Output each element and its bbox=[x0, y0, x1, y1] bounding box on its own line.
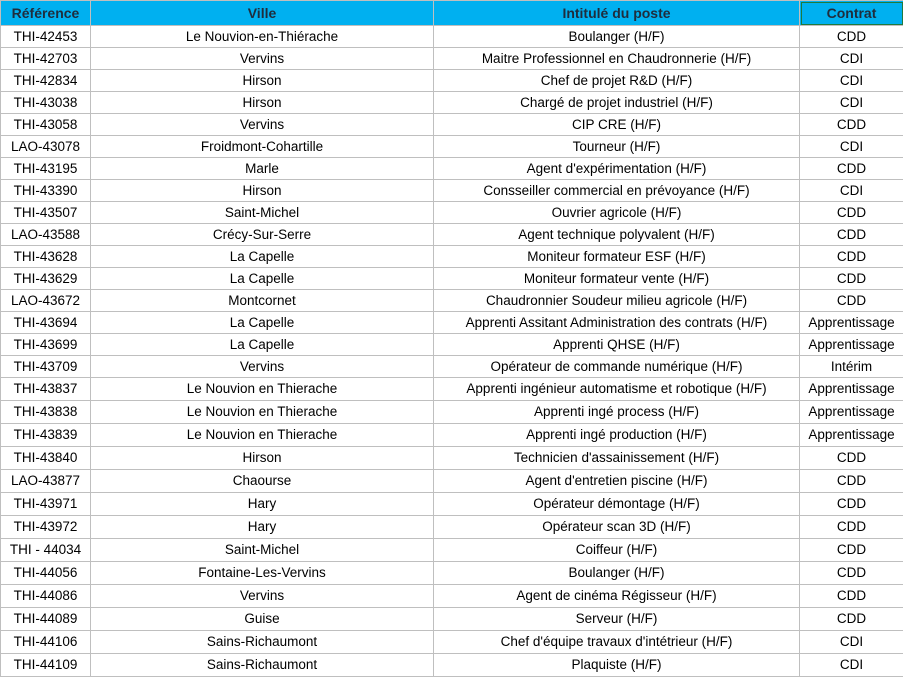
cell-reference[interactable]: THI-43709 bbox=[1, 356, 91, 378]
cell-contrat[interactable]: CDD bbox=[800, 290, 903, 312]
cell-ville[interactable]: Saint-Michel bbox=[91, 539, 434, 562]
cell-intitule[interactable]: Chargé de projet industriel (H/F) bbox=[434, 92, 800, 114]
cell-ville[interactable]: Hirson bbox=[91, 70, 434, 92]
cell-ville[interactable]: La Capelle bbox=[91, 334, 434, 356]
cell-intitule[interactable]: Coiffeur (H/F) bbox=[434, 539, 800, 562]
cell-ville[interactable]: Hary bbox=[91, 516, 434, 539]
table-row bbox=[1, 48, 903, 70]
cell-contrat[interactable]: CDD bbox=[800, 608, 903, 631]
table-row bbox=[1, 401, 903, 424]
header-row bbox=[1, 1, 903, 26]
cell-reference[interactable]: THI-43972 bbox=[1, 516, 91, 539]
cell-reference[interactable]: THI-43038 bbox=[1, 92, 91, 114]
cell-reference[interactable]: THI-44106 bbox=[1, 631, 91, 654]
cell-ville[interactable]: Le Nouvion-en-Thiérache bbox=[91, 26, 434, 48]
cell-intitule[interactable]: Plaquiste (H/F) bbox=[434, 654, 800, 677]
cell-reference[interactable]: THI-43390 bbox=[1, 180, 91, 202]
cell-ville[interactable]: Hirson bbox=[91, 180, 434, 202]
cell-reference[interactable]: THI-43629 bbox=[1, 268, 91, 290]
table-row bbox=[1, 516, 903, 539]
cell-reference[interactable]: THI-43971 bbox=[1, 493, 91, 516]
cell-reference[interactable]: THI-43058 bbox=[1, 114, 91, 136]
cell-reference[interactable]: THI-42703 bbox=[1, 48, 91, 70]
cell-ville[interactable]: La Capelle bbox=[91, 312, 434, 334]
table-body bbox=[1, 26, 903, 677]
cell-intitule[interactable]: Chef de projet R&D (H/F) bbox=[434, 70, 800, 92]
table-row bbox=[1, 158, 903, 180]
table-row bbox=[1, 180, 903, 202]
table-row bbox=[1, 585, 903, 608]
cell-reference[interactable]: LAO-43877 bbox=[1, 470, 91, 493]
cell-intitule[interactable]: Agent d'entretien piscine (H/F) bbox=[434, 470, 800, 493]
cell-ville[interactable]: Vervins bbox=[91, 585, 434, 608]
cell-contrat[interactable]: CDD bbox=[800, 447, 903, 470]
cell-reference[interactable]: THI-44056 bbox=[1, 562, 91, 585]
cell-contrat[interactable]: CDD bbox=[800, 246, 903, 268]
cell-intitule[interactable]: Chef d'équipe travaux d'intétrieur (H/F) bbox=[434, 631, 800, 654]
cell-contrat[interactable]: Apprentissage bbox=[800, 401, 903, 424]
cell-intitule[interactable]: Apprenti ingé process (H/F) bbox=[434, 401, 800, 424]
table-row bbox=[1, 562, 903, 585]
cell-intitule[interactable]: Apprenti QHSE (H/F) bbox=[434, 334, 800, 356]
cell-ville[interactable]: Le Nouvion en Thierache bbox=[91, 424, 434, 447]
cell-intitule[interactable]: Apprenti ingénieur automatisme et robotique (H/F) bbox=[434, 378, 800, 401]
table-row bbox=[1, 447, 903, 470]
cell-intitule[interactable]: Technicien d'assainissement (H/F) bbox=[434, 447, 800, 470]
cell-ville[interactable]: Hirson bbox=[91, 447, 434, 470]
cell-reference[interactable]: THI-43838 bbox=[1, 401, 91, 424]
cell-reference[interactable]: THI-44086 bbox=[1, 585, 91, 608]
header-intitule[interactable]: Intitulé du poste bbox=[434, 1, 800, 26]
cell-contrat[interactable]: CDD bbox=[800, 114, 903, 136]
cell-ville[interactable]: Montcornet bbox=[91, 290, 434, 312]
cell-intitule[interactable]: Serveur (H/F) bbox=[434, 608, 800, 631]
cell-reference[interactable]: THI-43628 bbox=[1, 246, 91, 268]
cell-reference[interactable]: LAO-43078 bbox=[1, 136, 91, 158]
table-row bbox=[1, 424, 903, 447]
cell-reference[interactable]: LAO-43672 bbox=[1, 290, 91, 312]
table-row bbox=[1, 224, 903, 246]
cell-ville[interactable]: Froidmont-Cohartille bbox=[91, 136, 434, 158]
cell-contrat[interactable]: CDD bbox=[800, 470, 903, 493]
cell-contrat[interactable]: Apprentissage bbox=[800, 334, 903, 356]
header-ville[interactable]: Ville bbox=[91, 1, 434, 26]
cell-reference[interactable]: THI-43837 bbox=[1, 378, 91, 401]
cell-contrat[interactable]: Intérim bbox=[800, 356, 903, 378]
cell-reference[interactable]: THI - 44034 bbox=[1, 539, 91, 562]
cell-contrat[interactable]: CDD bbox=[800, 202, 903, 224]
cell-contrat[interactable]: CDD bbox=[800, 224, 903, 246]
cell-intitule[interactable]: Chaudronnier Soudeur milieu agricole (H/F) bbox=[434, 290, 800, 312]
cell-intitule[interactable]: Boulanger (H/F) bbox=[434, 562, 800, 585]
cell-ville[interactable]: Fontaine-Les-Vervins bbox=[91, 562, 434, 585]
cell-reference[interactable]: THI-43699 bbox=[1, 334, 91, 356]
cell-intitule[interactable]: Boulanger (H/F) bbox=[434, 26, 800, 48]
cell-reference[interactable]: THI-43507 bbox=[1, 202, 91, 224]
cell-intitule[interactable]: Maitre Professionnel en Chaudronnerie (H/F) bbox=[434, 48, 800, 70]
cell-intitule[interactable]: Agent de cinéma Régisseur (H/F) bbox=[434, 585, 800, 608]
table-row bbox=[1, 312, 903, 334]
cell-reference[interactable]: THI-43839 bbox=[1, 424, 91, 447]
table-row bbox=[1, 493, 903, 516]
cell-ville[interactable]: La Capelle bbox=[91, 268, 434, 290]
cell-contrat[interactable]: CDD bbox=[800, 26, 903, 48]
table-row bbox=[1, 539, 903, 562]
cell-intitule[interactable]: Consseiller commercial en prévoyance (H/F) bbox=[434, 180, 800, 202]
table-row bbox=[1, 246, 903, 268]
cell-intitule[interactable]: CIP CRE (H/F) bbox=[434, 114, 800, 136]
cell-contrat[interactable]: CDI bbox=[800, 48, 903, 70]
cell-reference[interactable]: THI-44089 bbox=[1, 608, 91, 631]
cell-contrat[interactable]: CDI bbox=[800, 70, 903, 92]
table-row bbox=[1, 631, 903, 654]
cell-ville[interactable]: Crécy-Sur-Serre bbox=[91, 224, 434, 246]
table-row bbox=[1, 70, 903, 92]
cell-ville[interactable]: Hary bbox=[91, 493, 434, 516]
cell-reference[interactable]: THI-43195 bbox=[1, 158, 91, 180]
cell-ville[interactable]: Vervins bbox=[91, 48, 434, 70]
cell-reference[interactable]: THI-42453 bbox=[1, 26, 91, 48]
cell-ville[interactable]: Vervins bbox=[91, 114, 434, 136]
table-row bbox=[1, 268, 903, 290]
table-row bbox=[1, 654, 903, 677]
cell-ville[interactable]: Sains-Richaumont bbox=[91, 631, 434, 654]
cell-ville[interactable]: La Capelle bbox=[91, 246, 434, 268]
table-row bbox=[1, 470, 903, 493]
cell-intitule[interactable]: Opérateur scan 3D (H/F) bbox=[434, 516, 800, 539]
cell-ville[interactable]: Vervins bbox=[91, 356, 434, 378]
cell-contrat[interactable]: CDD bbox=[800, 562, 903, 585]
cell-intitule[interactable]: Moniteur formateur vente (H/F) bbox=[434, 268, 800, 290]
cell-contrat[interactable]: CDI bbox=[800, 631, 903, 654]
cell-intitule[interactable]: Ouvrier agricole (H/F) bbox=[434, 202, 800, 224]
cell-intitule[interactable]: Apprenti Assitant Administration des contrats (H/F) bbox=[434, 312, 800, 334]
cell-contrat[interactable]: CDD bbox=[800, 516, 903, 539]
cell-reference[interactable]: THI-43840 bbox=[1, 447, 91, 470]
cell-contrat[interactable]: CDI bbox=[800, 180, 903, 202]
cell-ville[interactable]: Le Nouvion en Thierache bbox=[91, 378, 434, 401]
table-row bbox=[1, 202, 903, 224]
cell-contrat[interactable]: CDD bbox=[800, 585, 903, 608]
cell-intitule[interactable]: Tourneur (H/F) bbox=[434, 136, 800, 158]
cell-contrat[interactable]: Apprentissage bbox=[800, 424, 903, 447]
cell-intitule[interactable]: Moniteur formateur ESF (H/F) bbox=[434, 246, 800, 268]
cell-contrat[interactable]: CDI bbox=[800, 136, 903, 158]
table-row bbox=[1, 136, 903, 158]
cell-reference[interactable]: THI-44109 bbox=[1, 654, 91, 677]
cell-reference[interactable]: LAO-43588 bbox=[1, 224, 91, 246]
cell-ville[interactable]: Sains-Richaumont bbox=[91, 654, 434, 677]
cell-intitule[interactable]: Agent technique polyvalent (H/F) bbox=[434, 224, 800, 246]
header-reference[interactable]: Référence bbox=[1, 1, 91, 26]
cell-contrat[interactable]: Apprentissage bbox=[800, 312, 903, 334]
cell-contrat[interactable]: CDD bbox=[800, 268, 903, 290]
header-contrat[interactable]: Contrat bbox=[800, 1, 903, 26]
table-row bbox=[1, 114, 903, 136]
table-row bbox=[1, 608, 903, 631]
table-row bbox=[1, 26, 903, 48]
cell-contrat[interactable]: Apprentissage bbox=[800, 378, 903, 401]
cell-contrat[interactable]: CDD bbox=[800, 539, 903, 562]
cell-ville[interactable]: Guise bbox=[91, 608, 434, 631]
cell-ville[interactable]: Saint-Michel bbox=[91, 202, 434, 224]
cell-reference[interactable]: THI-43694 bbox=[1, 312, 91, 334]
cell-contrat[interactable]: CDD bbox=[800, 158, 903, 180]
cell-ville[interactable]: Marle bbox=[91, 158, 434, 180]
cell-ville[interactable]: Chaourse bbox=[91, 470, 434, 493]
cell-intitule[interactable]: Opérateur de commande numérique (H/F) bbox=[434, 356, 800, 378]
cell-contrat[interactable]: CDD bbox=[800, 493, 903, 516]
cell-ville[interactable]: Hirson bbox=[91, 92, 434, 114]
cell-ville[interactable]: Le Nouvion en Thierache bbox=[91, 401, 434, 424]
cell-contrat[interactable]: CDI bbox=[800, 654, 903, 677]
table-row bbox=[1, 378, 903, 401]
cell-intitule[interactable]: Apprenti ingé production (H/F) bbox=[434, 424, 800, 447]
cell-reference[interactable]: THI-42834 bbox=[1, 70, 91, 92]
table-row bbox=[1, 334, 903, 356]
cell-intitule[interactable]: Opérateur démontage (H/F) bbox=[434, 493, 800, 516]
table-row bbox=[1, 290, 903, 312]
cell-intitule[interactable]: Agent d'expérimentation (H/F) bbox=[434, 158, 800, 180]
table-row bbox=[1, 92, 903, 114]
cell-contrat[interactable]: CDI bbox=[800, 92, 903, 114]
table-row bbox=[1, 356, 903, 378]
